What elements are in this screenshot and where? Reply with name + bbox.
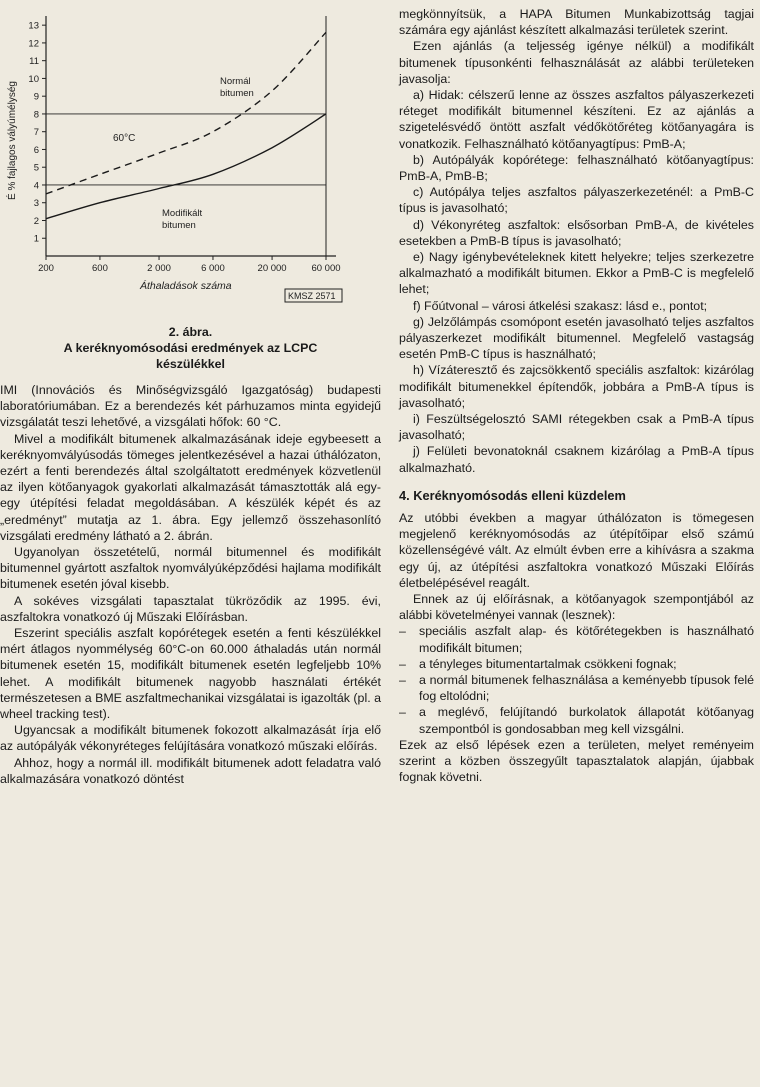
paragraph: Ugyancsak a modifikált bitumenek fokozott alkalmazását írja elő az autópályák vékonyréteges felújítására vonatkozó műszaki előírás.	[0, 723, 381, 754]
figure-2-chart	[0, 0, 381, 320]
x-tick-label: 2 000	[147, 263, 171, 274]
paragraph: IMI (Innovációs és Minőségvizsgáló Igazgatóság) budapesti laboratóriumában. Ez a berendezés két párhuzamos minta egyidejű vizsgálatát teszi lehetővé, a vizsgálati hőfok: 60 °C.	[0, 383, 381, 430]
caption-line-1: A keréknyomósodási eredmények az LCPC	[63, 341, 318, 355]
y-axis-label: É % fajlagos vályúmélység	[7, 81, 18, 200]
recommendation-item: c) Autópálya teljes aszfaltos pályaszerkezeténél: a PmB-C típus is javasolható;	[399, 185, 754, 216]
y-tick-label: 11	[29, 56, 39, 68]
paragraph: Ahhoz, hogy a normál ill. modifikált bitumenek adott feladatra való alkalmazására vonatkozó döntést	[0, 755, 381, 786]
y-tick-label: 13	[28, 20, 39, 32]
list-item: – a normál bitumenek felhasználása a keményebb típusok felé fog eltolódni;	[399, 672, 754, 704]
recommendation-item: g) Jelzőlámpás csomópont esetén javasolható teljes aszfaltos pályaszerkezet modifikált bitumennel. Megfelelő vastagság esetén PmB-C típus is használható;	[399, 314, 754, 362]
x-tick-label: 200	[38, 263, 54, 274]
requirements-list	[399, 623, 754, 736]
y-tick-label: 5	[33, 162, 39, 174]
y-tick-label: 9	[33, 91, 39, 103]
y-tick-label: 8	[33, 109, 39, 121]
y-tick-label: 6	[33, 144, 39, 156]
x-tick-label: 6 000	[201, 263, 225, 274]
figure-caption	[0, 324, 381, 372]
recommendation-item: b) Autópályák kopórétege: felhasználható kötőanyagtípus: PmB-A, PmB-B;	[399, 152, 754, 184]
paragraph: Az utóbbi években a magyar úthálózaton is tömegesen megjelenő keréknyomósodás az útépítőipar első számú közellenségévé vált. Az elmúlt évben erre a kihívásra a szakma egy új, az útépítési aszfaltokra vonatkozó Műszaki Előírás életbelépésével reagált.	[399, 510, 754, 590]
recommendation-item: i) Feszültségelosztó SAMI rétegekben csak a PmB-A típus javasolható;	[399, 412, 754, 443]
normal-bitumen-label-2: bitumen	[220, 88, 254, 99]
y-tick-label: 10	[28, 73, 39, 85]
paragraph: megkönnyítsük, a HAPA Bitumen Munkabizottság tagjai számára egy ajánlást készített alkalmazási területek szerint.	[399, 7, 754, 38]
paragraph: Mivel a modifikált bitumenek alkalmazásának ideje egybeesett a keréknyomvályúsodás tömeges jelentkezésével a hazai úthálózaton, ezért a fenti berendezés által szolgáltatott eredmények közvetlenül az ilyen kötőanyagok gyakorlati alkalmazását támasztották alá egy-egy útépítési feladat megoldásában. A készülék képét és az „eredményt” mutatja az 1. ábra. Egy jellemző összehasonlító vizsgálati eredmény látható a 2. ábrán.	[0, 431, 381, 543]
paragraph: A sokéves vizsgálati tapasztalat tükröződik az 1995. évi, aszfaltokra vonatkozó új Műszaki Előírásban.	[0, 593, 381, 624]
recommendation-item: h) Vízáteresztő és zajcsökkentő speciális aszfaltok: kizárólag modifikált bitumenekkel építendők, jobbára a PmB-A típus is javasolható;	[399, 363, 754, 410]
caption-number: 2. ábra.	[168, 325, 213, 339]
caption-line-2: készülékkel	[156, 357, 225, 371]
chart-svg	[0, 0, 381, 318]
paragraph: Ennek az új előírásnak, a kötőanyagok szempontjából az alábbi követelményei vannak (lesznek):	[399, 591, 754, 623]
x-axis-label: Áthaladások száma	[140, 280, 232, 292]
paragraph: Ezen ajánlás (a teljesség igénye nélkül) a modifikált bitumenek típusonkénti felhasználását az alábbi területeken javasolja:	[399, 39, 754, 86]
x-tick-label: 60 000	[311, 263, 341, 274]
modified-bitumen-label-1: Modifikált	[162, 208, 203, 219]
recommendation-item: a) Hidak: célszerű lenne az összes aszfaltos pályaszerkezeti réteget modifikált bitumennel készíteni. Ez az ajánlás a szigetelésvédő öntött aszfalt védőkötőréteg kötőanyagára is vonatkozik. Felhasználható kötőanyagtípus: PmB-A;	[399, 88, 754, 151]
temperature-annotation: 60°C	[113, 133, 136, 144]
x-tick-label: 600	[92, 263, 108, 274]
recommendation-item: d) Vékonyréteg aszfaltok: elsősorban PmB-A, de kivételes esetekben a PmB-B típus is javasolható;	[399, 217, 754, 248]
recommendation-item: f) Főútvonal – városi átkelési szakasz: lásd e., pontot;	[413, 298, 708, 313]
y-tick-label: 2	[33, 215, 39, 227]
list-item: – speciális aszfalt alap- és kötőrétegekben is használható modifikált bitumen;	[399, 623, 754, 655]
paragraph: Ugyanolyan összetételű, normál bitumennel és modifikált bitumennel gyártott aszfaltok nyomvályúképződési hajlama modifikált bitumenek esetén jóval kisebb.	[0, 545, 381, 592]
y-tick-label: 3	[33, 198, 39, 210]
stamp-text: KMSZ 2571	[288, 291, 336, 301]
recommendation-item: e) Nagy igénybevételeknek kitett helyekre; teljes szerkezetre alkalmazható a modifikált bitumen. Ekkor a PmB-C is megfelelő lehet;	[399, 250, 754, 297]
x-tick-label: 20 000	[257, 263, 287, 274]
series-normal-bitumen-line	[46, 32, 326, 194]
modified-bitumen-label-2: bitumen	[162, 220, 196, 231]
left-body-text	[0, 382, 381, 787]
list-item: – a meglévő, felújítandó burkolatok állapotát kötőanyag szempontból is gondosabban meg kell vizsgálni.	[399, 704, 754, 736]
list-item: – a tényleges bitumentartalmak csökkeni fognak;	[399, 656, 754, 672]
series-modified-bitumen-line	[46, 114, 326, 219]
paragraph: Eszerint speciális aszfalt kopórétegek esetén a fenti készülékkel mért átlagos nyommélység 60°C-on 60.000 áthaladás után normál bitumenek esetén 15, modifikált bitumenek esetén legfeljebb 10% lehet. A modifikált bitumenek nagyobb használati értékét természetesen a BME aszfaltmechanikai vizsgálatai is igazolták (pl. a wheel tracking test).	[0, 626, 381, 722]
y-tick-label: 1	[33, 233, 39, 245]
paragraph: Ezek az első lépések ezen a területen, melyet reményeim szerint a közben összegyűlt tapasztalatok alapján, újabbak fognak követni.	[399, 737, 754, 785]
y-tick-label: 4	[33, 180, 39, 192]
recommendation-item: j) Felületi bevonatoknál csaknem kizárólag a PmB-A típus alkalmazható.	[399, 444, 754, 475]
section-heading: 4. Keréknyomósodás elleni küzdelem	[399, 487, 626, 503]
normal-bitumen-label-1: Normál	[220, 76, 251, 87]
right-body-text	[399, 6, 754, 785]
y-tick-label: 12	[28, 38, 39, 50]
y-tick-label: 7	[33, 127, 39, 139]
